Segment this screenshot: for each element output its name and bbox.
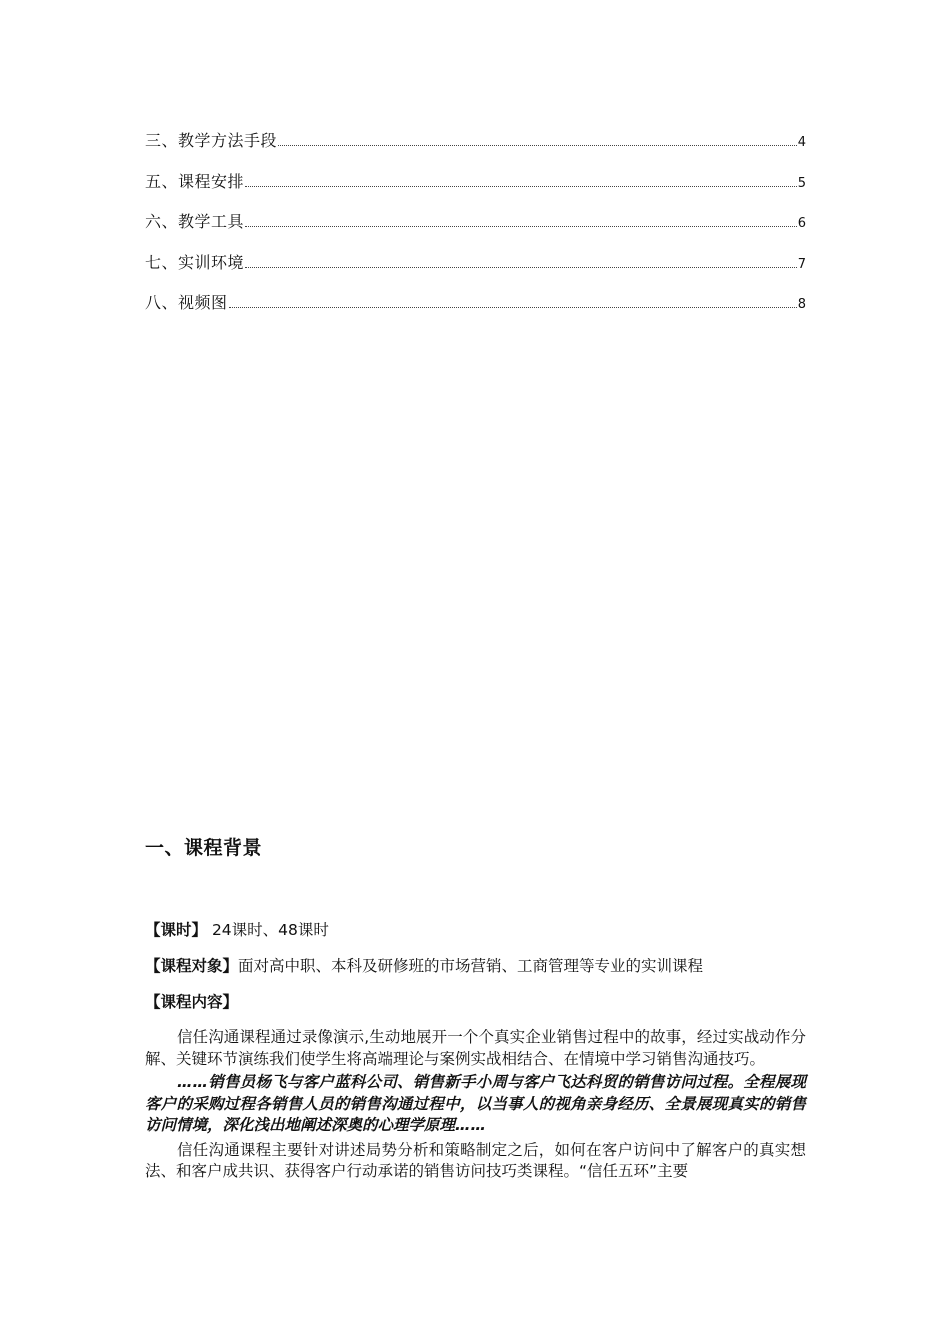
course-content bbox=[145, 991, 806, 1013]
toc-entry-page: 7 bbox=[797, 256, 806, 272]
toc-entry[interactable] bbox=[145, 130, 806, 171]
toc-entry-title: 六、教学工具 bbox=[145, 212, 245, 231]
course-audience-value: 面对高中职、本科及研修班的市场营销、工商管理等专业的实训课程 bbox=[238, 957, 704, 975]
toc-entry-page: 4 bbox=[797, 135, 806, 150]
table-of-contents bbox=[145, 130, 806, 333]
toc-entry-page: 6 bbox=[797, 216, 806, 231]
toc-entry-page: 5 bbox=[797, 175, 806, 191]
toc-dot-leader bbox=[245, 226, 797, 227]
toc-dot-leader bbox=[278, 145, 797, 146]
toc-entry-page: 8 bbox=[797, 297, 806, 312]
course-audience bbox=[145, 955, 806, 977]
toc-entry[interactable] bbox=[145, 292, 806, 333]
body-paragraph: 信任沟通课程通过录像演示,生动地展开一个个真实企业销售过程中的故事，经过实战动作分解、关键环节演练我们使学生将高端理论与案例实战相结合、在情境中学习销售沟通技巧。 bbox=[145, 1028, 806, 1068]
toc-entry-title: 三、教学方法手段 bbox=[145, 131, 278, 150]
emphasis-paragraph: ……销售员杨飞与客户蓝科公司、销售新手小周与客户飞达科贸的销售访问过程。全程展现客户的采购过程各销售人员的销售沟通过程中，以当事人的视角亲身经历、全景展现真实的销售访问情境，深化浅出地阐述深奥的心理学原理…… bbox=[145, 1073, 806, 1134]
toc-entry-title: 七、实训环境 bbox=[145, 252, 245, 272]
section-heading: 一、课程背景 bbox=[145, 837, 263, 859]
section-body bbox=[145, 919, 806, 1183]
course-hours bbox=[145, 919, 806, 941]
toc-dot-leader bbox=[245, 186, 797, 187]
toc-dot-leader bbox=[229, 307, 797, 308]
body-paragraph: 信任沟通课程主要针对讲述局势分析和策略制定之后，如何在客户访问中了解客户的真实想法、和客户成共识、获得客户行动承诺的销售访问技巧类课程。“信任五环”主要 bbox=[145, 1140, 806, 1180]
course-hours-value: 24课时、48课时 bbox=[207, 921, 329, 939]
course-content-label: 【课程内容】 bbox=[145, 993, 239, 1011]
toc-entry[interactable] bbox=[145, 171, 806, 212]
toc-entry[interactable] bbox=[145, 252, 806, 293]
course-audience-label: 【课程对象】 bbox=[145, 957, 239, 975]
course-hours-label: 【课时】 bbox=[145, 921, 208, 939]
toc-entry-title: 八、视频图 bbox=[145, 293, 228, 312]
toc-entry[interactable] bbox=[145, 211, 806, 252]
toc-dot-leader bbox=[245, 267, 797, 268]
toc-entry-title: 五、课程安排 bbox=[145, 171, 245, 191]
